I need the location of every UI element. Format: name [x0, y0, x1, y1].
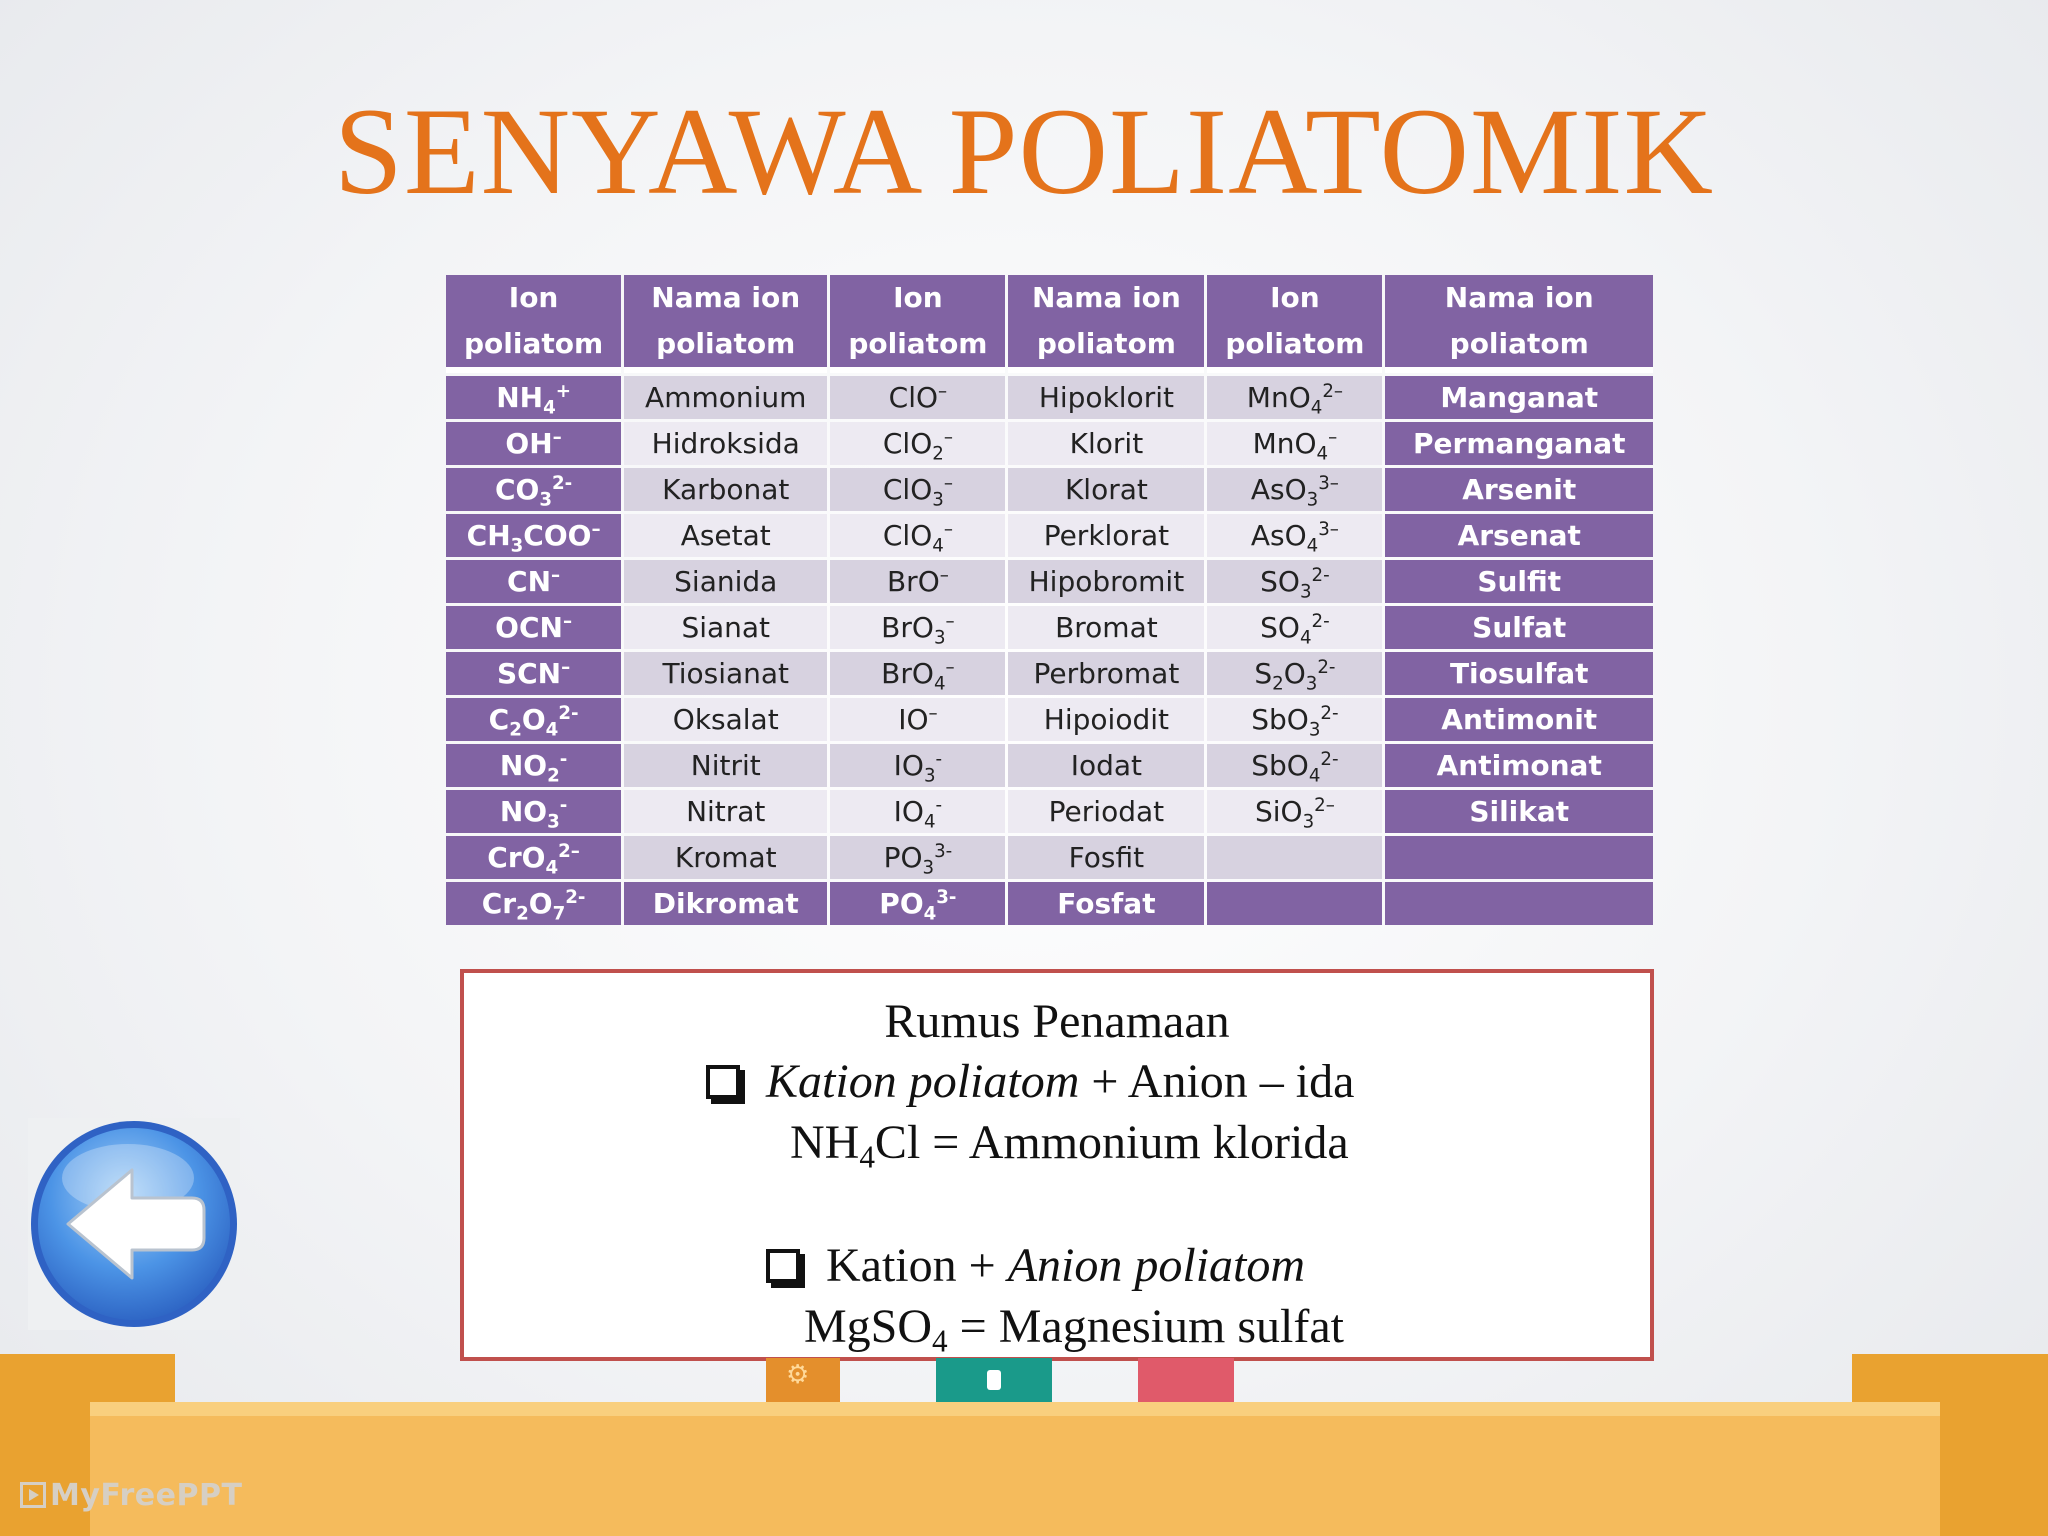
arrow-left-icon: [28, 1118, 240, 1330]
ion-formula-cell: ClO$_2$–: [830, 422, 1005, 465]
rule-1-example: $NH_4Cl$ = Ammonium klorida: [790, 1116, 1349, 1175]
ion-name-cell: Oksalat: [624, 698, 827, 741]
ion-formula-cell: AsO$_3^{3-}$: [1207, 468, 1382, 511]
ion-formula-cell: $SO_4^{2-}$: [1207, 606, 1382, 649]
ion-name-cell: Permanganat: [1385, 422, 1653, 465]
ion-name-cell: Arsenit: [1385, 468, 1653, 511]
ion-formula-cell: CN–: [446, 560, 621, 603]
table-row: [446, 514, 1653, 557]
ion-formula-cell: $CO_3^{2-}$: [446, 468, 621, 511]
ion-name-cell: Antimonit: [1385, 698, 1653, 741]
play-icon: [20, 1482, 46, 1508]
ion-name-cell: Bromat: [1008, 606, 1204, 649]
rule-2-pre: Kation +: [826, 1239, 1008, 1292]
ion-formula-cell: BrO$_4$–: [830, 652, 1005, 695]
table-row: [446, 468, 1653, 511]
table-row: [446, 744, 1653, 787]
ion-formula-cell: MnO$_4$–: [1207, 422, 1382, 465]
header-ion-1: Ion poliatom: [446, 275, 621, 373]
rules-heading: Rumus Penamaan: [884, 995, 1230, 1048]
ion-formula-cell: $S_2O_3^{2-}$: [1207, 652, 1382, 695]
ion-formula-cell: IO–: [830, 698, 1005, 741]
ion-formula-cell: $Cr_2O_7^{2-}$: [446, 882, 621, 925]
table-row: [446, 560, 1653, 603]
header-ion-3: Ion poliatom: [1207, 275, 1382, 373]
table-row: [446, 422, 1653, 465]
ion-formula-cell: $IO_4^-$: [830, 790, 1005, 833]
ion-name-cell: Ammonium: [624, 376, 827, 419]
shelf-base: [90, 1402, 1940, 1536]
table-header-row: [446, 275, 1653, 373]
ion-formula-cell: AsO$_4^{3-}$: [1207, 514, 1382, 557]
header-ion-2: Ion poliatom: [830, 275, 1005, 373]
ion-name-cell: Klorat: [1008, 468, 1204, 511]
ion-name-cell: Klorit: [1008, 422, 1204, 465]
ion-name-cell: Iodat: [1008, 744, 1204, 787]
ion-name-cell: Karbonat: [624, 468, 827, 511]
ion-name-cell: Sianat: [624, 606, 827, 649]
ion-name-cell: Nitrit: [624, 744, 827, 787]
ion-name-cell: [1385, 882, 1653, 925]
naming-rules-box: [460, 969, 1654, 1361]
rule-1-rest: + Anion – ida: [1079, 1055, 1355, 1108]
ion-formula-cell: $PO_4^{3-}$: [830, 882, 1005, 925]
ion-formula-cell: SCN–: [446, 652, 621, 695]
settings-block: [766, 1358, 840, 1402]
checkbox-bullet-icon: [766, 1249, 800, 1283]
ion-formula-cell: SbO$_4^{2-}$: [1207, 744, 1382, 787]
ion-name-cell: Perbromat: [1008, 652, 1204, 695]
ion-formula-cell: CrO$_4^{2-}$: [446, 836, 621, 879]
ion-name-cell: Fosfit: [1008, 836, 1204, 879]
slide-title: SENYAWA POLIATOMIK: [333, 83, 1715, 220]
ion-formula-cell: OCN–: [446, 606, 621, 649]
ion-formula-cell: $IO_3^-$: [830, 744, 1005, 787]
ion-formula-cell: ClO$_3$–: [830, 468, 1005, 511]
ion-name-cell: Tiosulfat: [1385, 652, 1653, 695]
ion-formula-cell: [1207, 836, 1382, 879]
ion-formula-cell: $NO_3^-$: [446, 790, 621, 833]
header-name-3: Nama ion poliatom: [1385, 275, 1653, 373]
ion-name-cell: Hipoiodit: [1008, 698, 1204, 741]
back-button[interactable]: [28, 1118, 240, 1330]
ion-name-cell: Hipobromit: [1008, 560, 1204, 603]
ion-formula-cell: $SO_3^{2-}$: [1207, 560, 1382, 603]
checkbox-bullet-icon: [706, 1065, 740, 1099]
ion-name-cell: Periodat: [1008, 790, 1204, 833]
header-name-1: Nama ion poliatom: [624, 275, 827, 373]
info-block: [936, 1358, 1052, 1402]
ion-formula-cell: MnO$_4^{2-}$: [1207, 376, 1382, 419]
ion-name-cell: Dikromat: [624, 882, 827, 925]
ion-name-cell: [1385, 836, 1653, 879]
ion-name-cell: Hipoklorit: [1008, 376, 1204, 419]
ion-name-cell: Perklorat: [1008, 514, 1204, 557]
table-row: [446, 652, 1653, 695]
ion-formula-cell: BrO–: [830, 560, 1005, 603]
ion-formula-cell: [1207, 882, 1382, 925]
table-row: [446, 698, 1653, 741]
ion-name-cell: Arsenat: [1385, 514, 1653, 557]
watermark: MyFreePPT: [20, 1478, 242, 1513]
rule-1: [706, 1053, 1354, 1111]
ion-name-cell: Sulfit: [1385, 560, 1653, 603]
ion-name-cell: Hidroksida: [624, 422, 827, 465]
shelf-top: [90, 1402, 1940, 1416]
ion-formula-cell: OH–: [446, 422, 621, 465]
ion-formula-cell: $PO_3^{3-}$: [830, 836, 1005, 879]
ion-name-cell: Manganat: [1385, 376, 1653, 419]
table-row: [446, 606, 1653, 649]
ion-name-cell: Fosfat: [1008, 882, 1204, 925]
ion-formula-cell: $CH_3COO^-$: [446, 514, 621, 557]
ion-name-cell: Silikat: [1385, 790, 1653, 833]
ion-name-cell: Nitrat: [624, 790, 827, 833]
ion-name-cell: Asetat: [624, 514, 827, 557]
ion-formula-cell: SiO$_3^{2-}$: [1207, 790, 1382, 833]
ion-formula-cell: ClO–: [830, 376, 1005, 419]
ion-formula-cell: SbO$_3^{2-}$: [1207, 698, 1382, 741]
ion-name-cell: Sulfat: [1385, 606, 1653, 649]
ion-name-cell: Tiosianat: [624, 652, 827, 695]
red-block: [1138, 1358, 1234, 1402]
table-row: [446, 882, 1653, 925]
table-row: [446, 836, 1653, 879]
ion-name-cell: Kromat: [624, 836, 827, 879]
ion-formula-cell: $NH_4^+$: [446, 376, 621, 419]
ion-formula-cell: $NO_2^-$: [446, 744, 621, 787]
polyatomic-ion-table: [443, 272, 1656, 928]
ion-formula-cell: $C_2O_4^{2-}$: [446, 698, 621, 741]
table-row: [446, 790, 1653, 833]
table-row: [446, 376, 1653, 419]
ion-name-cell: Antimonat: [1385, 744, 1653, 787]
rule-2-example: MgSO$_4$ = Magnesium sulfat: [804, 1300, 1344, 1359]
ion-name-cell: Sianida: [624, 560, 827, 603]
ion-formula-cell: ClO$_4$–: [830, 514, 1005, 557]
ion-formula-cell: BrO$_3$–: [830, 606, 1005, 649]
gear-icon: ⚙: [786, 1360, 810, 1390]
rule-1-italic: Kation poliatom: [766, 1055, 1080, 1108]
header-name-2: Nama ion poliatom: [1008, 275, 1204, 373]
rule-2: [766, 1237, 1305, 1295]
rule-2-italic: Anion poliatom: [1007, 1239, 1306, 1292]
info-icon: [987, 1370, 1001, 1390]
